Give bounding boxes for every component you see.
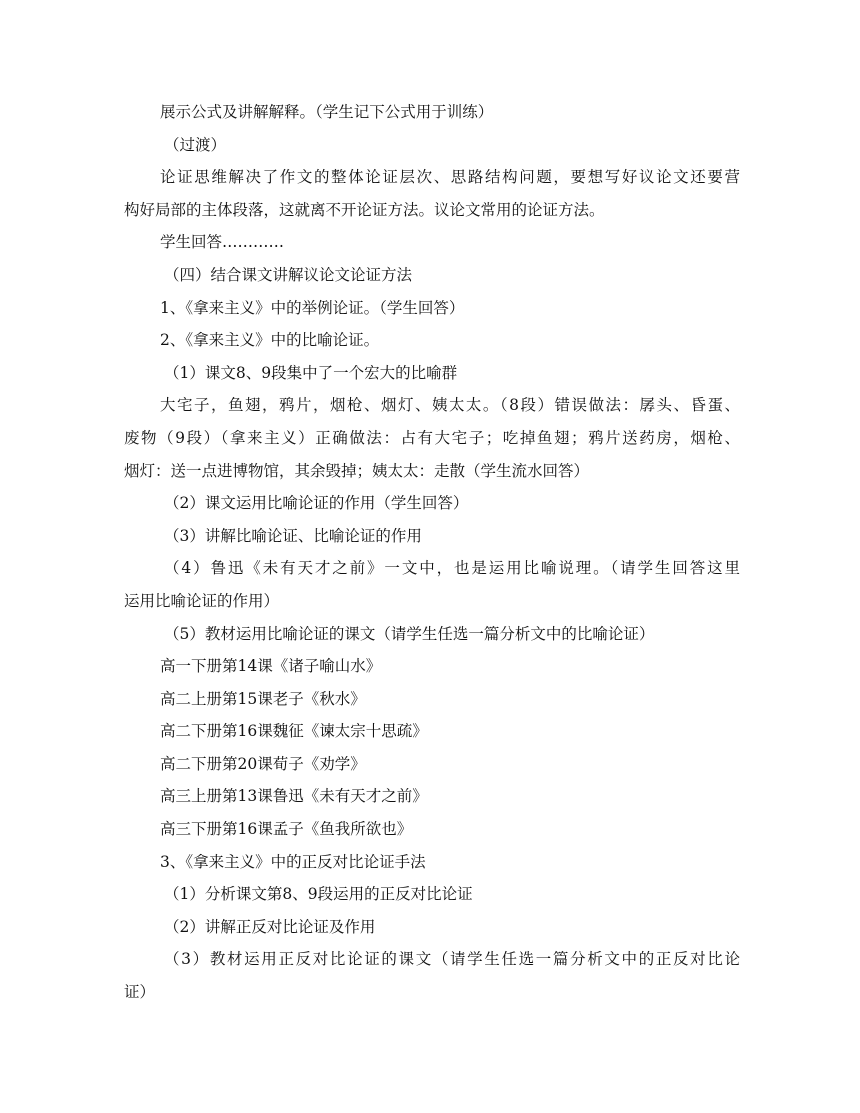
paragraph-transition: （过渡） <box>164 135 227 154</box>
subitem-textbook-metaphor: （5）教材运用比喻论证的课文（请学生任选一篇分析文中的比喻论证） <box>164 624 655 643</box>
subitem-textbook-contrast: （3）教材运用正反对比论证的课文（请学生任选一篇分析文中的正反对比论 <box>164 950 740 969</box>
paragraph-metaphor-details-cont: 废物（9段）（拿来主义）正确做法：占有大宅子；吃掉鱼翅；鸦片送药房，烟枪、 <box>124 428 740 447</box>
textbook-lesson-6: 高三下册第16课孟子《鱼我所欲也》 <box>160 820 413 839</box>
item-contrast-argument: 3、《拿来主义》中的正反对比论证手法 <box>160 852 426 871</box>
section-heading-4: （四）结合课文讲解议论文论证方法 <box>164 265 413 284</box>
item-example-argument: 1、《拿来主义》中的举例论证。（学生回答） <box>160 298 465 317</box>
subitem-metaphor-group: （1）课文8、9段集中了一个宏大的比喻群 <box>164 363 458 382</box>
subitem-metaphor-effect: （2）课文运用比喻论证的作用（学生回答） <box>164 494 469 513</box>
textbook-lesson-1: 高一下册第14课《诸子喻山水》 <box>160 657 382 676</box>
paragraph-metaphor-details-end: 烟灯：送一点进博物馆，其余毁掉；姨太太：走散（学生流水回答） <box>124 461 590 480</box>
subitem-luxun-example-cont: 运用比喻论证的作用） <box>124 591 280 610</box>
subitem-explain-metaphor: （3）讲解比喻论证、比喻论证的作用 <box>164 526 422 545</box>
subitem-analyze-contrast: （1）分析课文第8、9段运用的正反对比论证 <box>164 885 473 904</box>
textbook-lesson-5: 高三上册第13课鲁迅《未有天才之前》 <box>160 787 428 806</box>
paragraph-student-answer: 学生回答………… <box>160 233 285 252</box>
document-body <box>124 96 740 1009</box>
paragraph-argument-thinking-cont: 构好局部的主体段落，这就离不开论证方法。议论文常用的论证方法。 <box>124 200 605 219</box>
textbook-lesson-4: 高二下册第20课荀子《劝学》 <box>160 754 366 773</box>
subitem-luxun-example: （4）鲁迅《未有天才之前》一文中，也是运用比喻说理。（请学生回答这里 <box>164 559 740 578</box>
subitem-explain-contrast: （2）讲解正反对比论证及作用 <box>164 917 376 936</box>
textbook-lesson-3: 高二下册第16课魏征《谏太宗十思疏》 <box>160 722 428 741</box>
paragraph-argument-thinking: 论证思维解决了作文的整体论证层次、思路结构问题，要想写好议论文还要营 <box>160 168 740 187</box>
textbook-lesson-2: 高二上册第15课老子《秋水》 <box>160 689 366 708</box>
item-metaphor-argument: 2、《拿来主义》中的比喻论证。 <box>160 331 380 350</box>
paragraph-formula-explanation: 展示公式及讲解解释。（学生记下公式用于训练） <box>160 103 494 121</box>
paragraph-metaphor-details: 大宅子，鱼翅，鸦片，烟枪、烟灯、姨太太。（8段）错误做法：孱头、昏蛋、 <box>160 396 740 415</box>
subitem-textbook-contrast-cont: 证） <box>124 983 156 1002</box>
